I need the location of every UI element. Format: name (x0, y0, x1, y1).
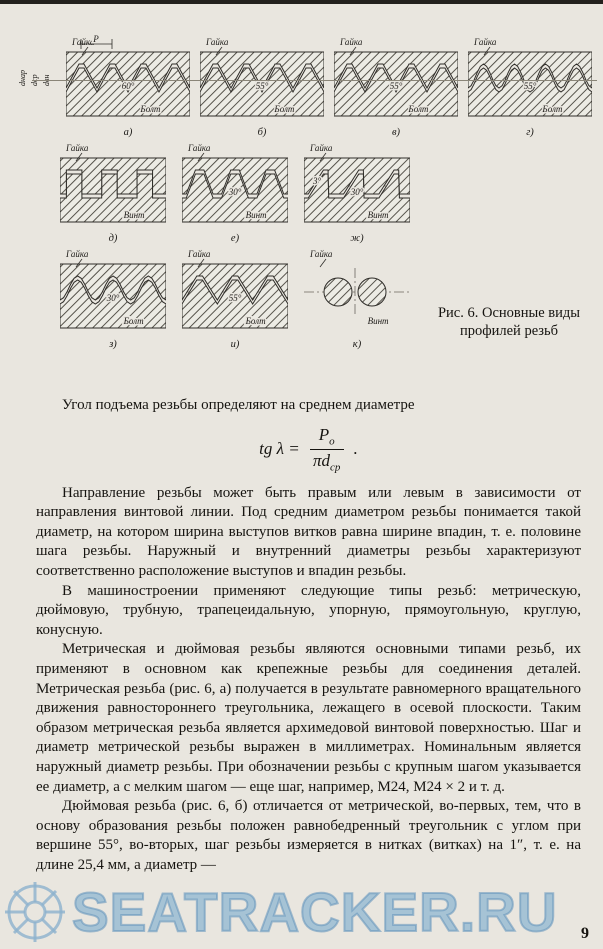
angle-label: 30° (228, 187, 242, 197)
panel-letter: и) (230, 339, 240, 350)
figure-6-thread-profiles (0, 4, 603, 390)
formula-period: . (353, 439, 358, 459)
formula-tg-lambda (36, 425, 581, 474)
panel-letter: з) (109, 339, 117, 350)
nut-label: Гайка (206, 37, 229, 47)
angle-label: 55° (389, 81, 403, 91)
nut-label: Гайка (310, 249, 333, 259)
paragraph-metric-thread: Метрическая и дюймовая резьбы являются основными типами резьб, их применяют в основном как крепежные резьбы для соединения деталей. Метрическая резьба (рис. 6, а) получается в результате равномерного вращательного движения равностороннего треугольника, лежащего в осевой плоскости. Таким образом метрическая резьба является архимедовой винтовой поверхностью. Шаг и диаметр метрической резьбы выражен в миллиметрах. Номинальным является наружный диаметр резьбы. При обозначении резьбы с крупным шагом указывается ее диаметр, а с мелким шагом — еще шаг, например, М24, М24 × 2 и т. д. (36, 641, 581, 795)
panel-letter: д) (108, 233, 118, 244)
thread-profile-panel (304, 246, 410, 350)
axis-label-inner-diameter: dвн (42, 74, 51, 86)
bolt-label: Винт (245, 210, 267, 220)
bolt-label: Болт (140, 104, 161, 114)
bolt-label: Болт (408, 104, 429, 114)
thread-profile-panel (334, 34, 458, 138)
bolt-label: Винт (367, 210, 389, 220)
axis-label-mean-diameter: dср (30, 74, 39, 86)
body-text (0, 390, 603, 876)
paragraph-inch-thread: Дюймовая резьба (рис. 6, б) отличается от метрической, во-первых, тем, что в основу образования резьбы положен равнобедренный треугольник с углом при вершине 55°, во-вторых, шаг резьбы измеряется в нитках (витках) на 1″, т. е. на длине 25,4 мм, а диаметр — (36, 798, 581, 873)
thread-profile-panel (182, 246, 288, 350)
formula-numerator: $P_о$ (310, 425, 344, 450)
angle-label: 55° (228, 293, 242, 303)
figure-row-1 (66, 34, 603, 138)
bolt-label: Болт (123, 316, 144, 326)
bolt-label: Болт (542, 104, 563, 114)
bolt-label: Винт (123, 210, 145, 220)
page-number: 9 (581, 925, 589, 942)
watermark-text: SEATRACKER.RU (72, 881, 558, 943)
diameter-axis-labels (18, 70, 51, 86)
nut-label: Гайка (310, 143, 333, 153)
nut-label: Гайка (66, 249, 89, 259)
paragraph-intro: Угол подъема резьбы определяют на среднем диаметре (62, 397, 415, 413)
formula-fraction (310, 425, 344, 474)
panel-letter: ж) (350, 233, 364, 244)
figure-row-2 (60, 140, 603, 244)
thread-profile-panel (60, 246, 166, 350)
bolt-label: Болт (274, 104, 295, 114)
bolt-label: Болт (245, 316, 266, 326)
paragraph-thread-types: В машиностроении применяют следующие типы резьб: метрическую, дюймовую, трубную, трапецеидальную, упорную, прямоугольную, круглую, конусную. (36, 582, 581, 638)
nut-label: Гайка (188, 249, 211, 259)
angle-label: 30° (350, 187, 364, 197)
angle-label: 30° (106, 293, 120, 303)
panel-letter: к) (352, 339, 362, 350)
nut-label: Гайка (340, 37, 363, 47)
thread-profile-panel (200, 34, 324, 138)
flank-angle-label: 3° (312, 176, 322, 186)
nut-label: Гайка (188, 143, 211, 153)
thread-profile-panel (182, 140, 288, 244)
angle-label: 60° (121, 81, 135, 91)
thread-profile-panel (468, 34, 592, 138)
figure-caption: Рис. 6. Основные виды профилей резьб (437, 305, 581, 340)
panel-letter: в) (391, 127, 401, 138)
panel-letter: е) (230, 233, 240, 244)
thread-profile-panel (304, 140, 410, 244)
panel-letter: г) (526, 127, 534, 138)
formula-denominator: $\pi d_{ср}$ (312, 450, 341, 474)
angle-label: 55° (255, 81, 269, 91)
paragraph-direction: Направление резьбы может быть правым или левым в зависимости от направления винтовой линии. Под средним диаметром резьбы понимается такой диаметр, на котором ширина выступов витков равна ширине впадин, т. е. половине шага резьбы. Наружный и внутренний диаметры резьбы характеризуют соответственно расположение выступов и впадин резьбы. (36, 484, 581, 580)
watermark (2, 875, 603, 949)
nut-label: Гайка (474, 37, 497, 47)
thread-profile-panel (60, 140, 166, 244)
bolt-label: Винт (367, 316, 389, 326)
axis-label-outer-diameter: dнар (18, 70, 27, 86)
thread-profile-panel (66, 34, 190, 138)
panel-letter: а) (123, 127, 133, 138)
formula-lhs: tg λ = (259, 439, 300, 459)
nut-label: Гайка (66, 143, 89, 153)
nut-label: Гайка (72, 37, 95, 47)
seatracker-wheel-icon (2, 879, 68, 945)
panel-letter: б) (257, 127, 267, 138)
pitch-dimension-label: P (93, 34, 99, 44)
angle-label: 55° (523, 81, 537, 91)
